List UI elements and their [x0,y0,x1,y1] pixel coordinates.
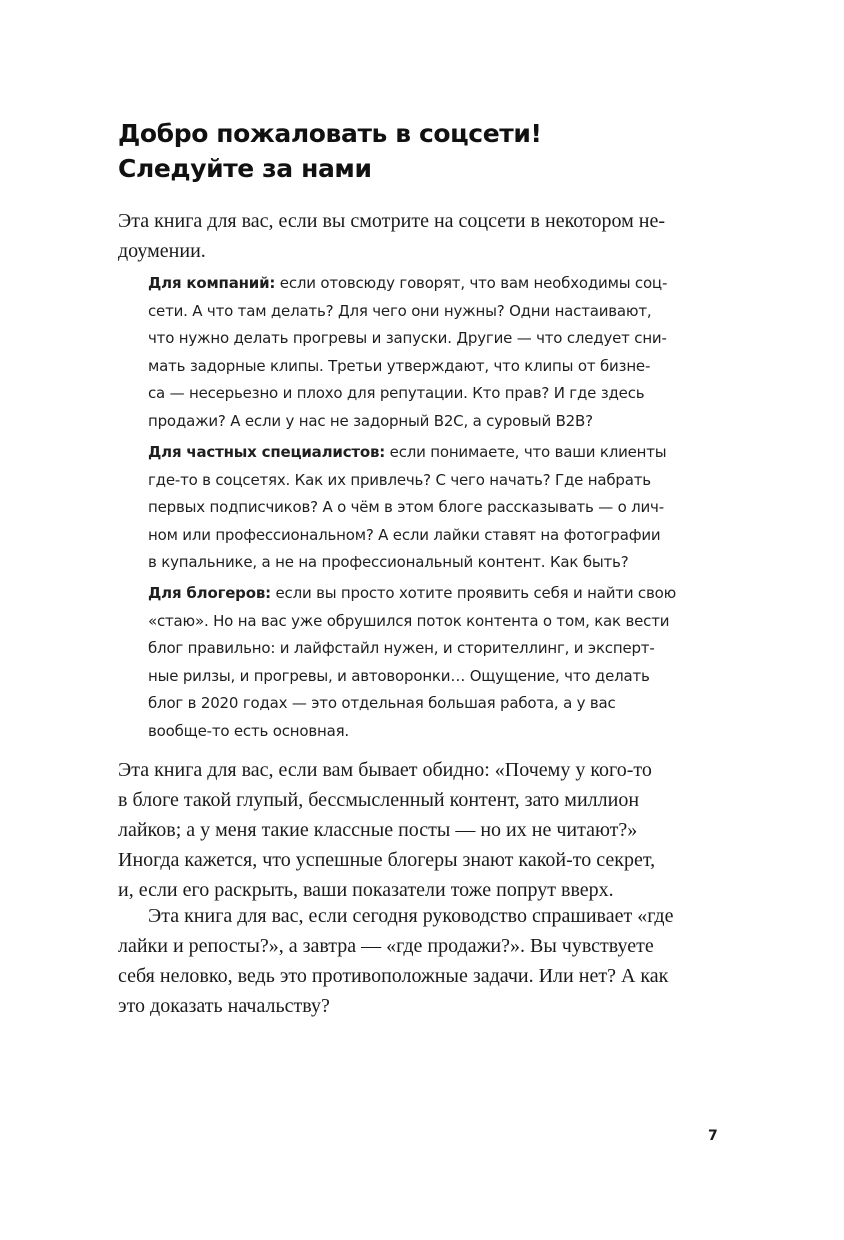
text-line: первых подписчиков? А о чём в этом блоге рассказывать — о лич- [148,498,664,516]
text-line: сети. А что там делать? Для чего они нужны? Одни настаивают, [148,301,652,320]
audience-specialists [148,439,738,577]
text-line: и, если его раскрыть, ваши показатели тоже попрут вверх. [118,879,614,901]
text-line: в купальнике, а не на профессиональный контент. Как быть? [148,553,629,571]
text-line [148,270,738,298]
heading-line: Добро пожаловать в соцсети! [118,119,542,148]
text-line: Эта книга для вас, если сегодня руководство спрашивает «где [148,905,674,927]
text-line: блог правильно: и лайфстайл нужен, и сторителлинг, и эксперт- [148,639,655,657]
text-line [148,580,738,608]
text-line: Эта книга для вас, если вам бывает обидно: «Почему у кого-то [118,759,652,781]
page-number: 7 [708,1128,718,1144]
text-line: что нужно делать прогревы и запуски. Другие — что следует сни- [148,329,667,347]
audience-label: Для частных специалистов: [148,443,386,461]
heading-line: Следуйте за нами [118,154,372,183]
audience-label: Для блогеров: [148,584,271,602]
text-line: мать задорные клипы. Третьи утверждают, что клипы от бизне- [148,356,651,375]
audience-first-line: если вы просто хотите проявить себя и найти свою [270,584,677,602]
text-line: блог в 2020 годах — это отдельная большая работа, а у вас [148,694,616,712]
body-paragraph-2 [118,901,730,1021]
audience-first-line: если отовсюду говорят, что вам необходимы соц- [275,274,668,292]
audience-label: Для компаний: [148,274,276,292]
audience-companies [148,270,738,435]
text-line: лайки и репосты?», а завтра — «где продажи?». Вы чувствуете [118,935,654,957]
audience-first-line: если понимаете, что ваши клиенты [385,443,667,461]
text-line: вообще-то есть основная. [148,721,349,740]
text-line: Иногда кажется, что успешные блогеры знают какой-то секрет, [118,849,656,871]
text-line: ном или профессиональном? А если лайки ставят на фотографии [148,525,661,544]
text-line: продажи? А если у нас не задорный B2C, а суровый B2B? [148,411,593,430]
chapter-heading [118,116,758,186]
text-line: это доказать начальству? [118,995,330,1017]
text-line: ные рилзы, и прогревы, и автоворонки… Ощущение, что делать [148,666,650,685]
text-line: «стаю». Но на вас уже обрушился поток контента о том, как вести [148,611,670,630]
intro-paragraph [118,206,730,266]
text-line [148,439,738,467]
text-line: са — несерьезно и плохо для репутации. Кто прав? И где здесь [148,384,645,402]
text-line: Эта книга для вас, если вы смотрите на соцсети в некотором не- [118,210,666,232]
text-line: доумении. [118,240,206,262]
text-line: себя неловко, ведь это противоположные задачи. Или нет? А как [118,965,669,987]
audience-bloggers [148,580,738,745]
text-line: где-то в соцсетях. Как их привлечь? С чего начать? Где набрать [148,470,651,489]
text-line: лайков; а у меня такие классные посты — но их не читают?» [118,819,638,841]
body-paragraph-1 [118,755,730,905]
text-line: в блоге такой глупый, бессмысленный контент, зато миллион [118,789,640,811]
